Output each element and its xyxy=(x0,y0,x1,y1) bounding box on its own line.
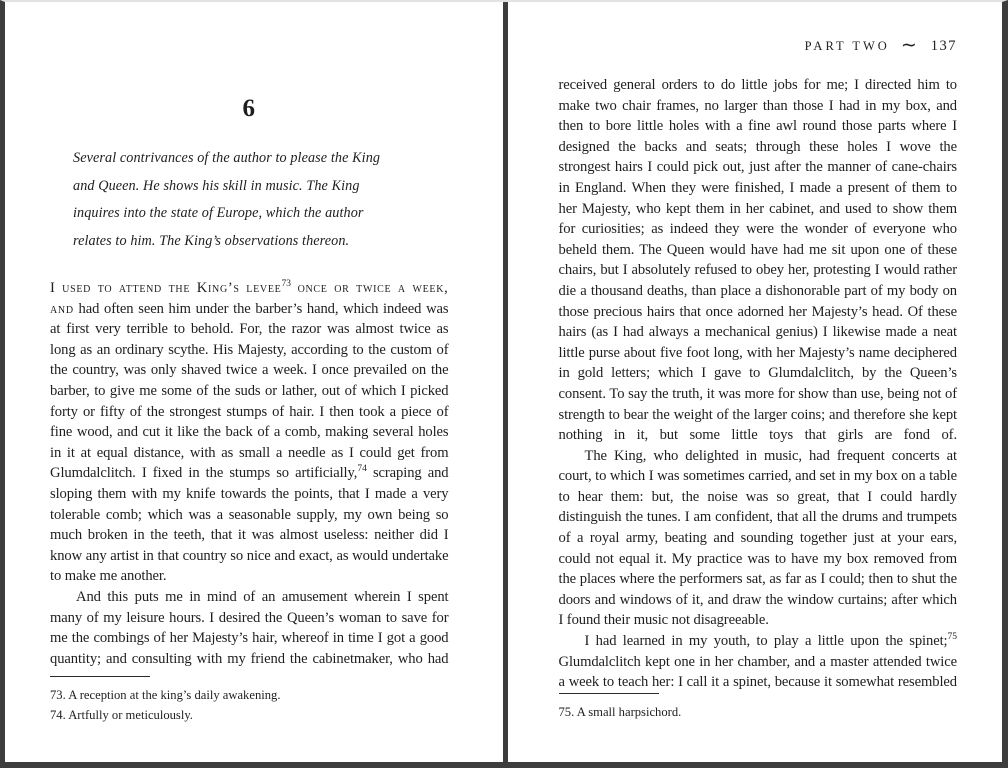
smallcaps-opening-text: I used to attend the King’s levee xyxy=(50,280,282,296)
paragraph-text: I had learned in my youth, to play a little upon the spinet; xyxy=(584,633,948,650)
footnotes-block xyxy=(559,693,958,722)
footnote-ref-75: 75 xyxy=(947,632,957,643)
body-paragraph: received general orders to do little jobs for me; I directed him to make two chair frames, no larger than those I had in my box, and then to bore little holes with a fine awl round those parts where I designed the backs and seats; through these holes I wove the strongest hairs I could pick out, just after the manner of cane-chairs in England. When they were finished, I made a present of them to her Majesty, who kept them in her cabinet, and used to show them for curiosities; as indeed they were the wonder of everyone who beheld them. The Queen would have had me sit upon one of these chairs, but I absolutely refused to obey her, protesting I would rather die a thousand deaths, than place a dishonorable part of my body on those precious hairs that once adorned her Majesty’s head. Of these hairs (as I had always a mechanical genius) I likewise made a neat little purse about five foot long, with her Majesty’s name deciphered in gold letters; which I gave to Glumdalclitch, by the Queen’s consent. To say the truth, it was more for show than use, being not of strength to bear the weight of the larger coins; and therefore she kept nothing in it, but some little toys that girls are fond of. xyxy=(558,77,957,444)
footnote-ref-74: 74 xyxy=(357,464,367,475)
left-page xyxy=(5,2,503,762)
chapter-summary: Several contrivances of the author to please the King and Queen. He shows his skill in music. The King inquires into the state of Europe, which the author relates to him. The King’s observations thereon. xyxy=(73,150,381,249)
paragraph-text: had often seen him under the barber’s hand, which indeed was at first very terrible to behold. For, the razor was almost twice as long as an ordinary scythe. His Majesty, according to the custom of the country, was only shaved twice a week. I once prevailed on the barber, to give me some of the suds or lather, out of which I picked forty or fifty of the strongest stumps of hair. I then took a piece of fine wood, and cut it like the back of a comb, making several holes in it at equal distance, with as small a needle as I could get from Glumdalclitch. I fixed in the stumps so artificially, xyxy=(50,300,449,482)
footnote: 73. A reception at the king’s daily awakening. xyxy=(50,688,281,702)
paragraph-text: Glumdalclitch kept one in her chamber, and a master attended twice a week to teach her: I call it a spinet, because it somewhat resembled xyxy=(558,653,957,691)
footnotes-block xyxy=(50,676,449,725)
tilde-ornament-icon: ∼ xyxy=(900,34,917,56)
running-header xyxy=(805,35,957,57)
paragraph-text: scraping and sloping them with my knife towards the points, that I made a very tolerable comb; which was a seasonable supply, my own being so much broken in the teeth, that it was almost useless: neither did I know any artist in that country so nice and exact, as would undertake to make me another. xyxy=(50,465,449,585)
footnote-ref-73: 73 xyxy=(281,279,291,290)
footnote: 75. A small harpsichord. xyxy=(558,705,682,719)
smallcaps-opening-text: once or twice a week, and xyxy=(50,280,449,317)
right-page xyxy=(508,2,1003,762)
footnote: 74. Artfully or meticulously. xyxy=(50,708,193,722)
body-paragraph xyxy=(559,631,958,693)
chapter-number: 6 xyxy=(242,95,256,122)
footnote-rule xyxy=(50,676,150,677)
body-paragraph xyxy=(50,278,449,587)
page-number: 137 xyxy=(930,37,957,54)
body-paragraph: The King, who delighted in music, had frequent concerts at court, to which I was sometimes carried, and set in my box on a table to hear them: but, the noise was so great, that I could hardly distinguish the tunes. I am confident, that all the drums and trumpets of a royal army, beating and sounding together just at your ears, could not equal it. My practice was to have my box removed from the places where the performers sat, as far as I could; then to shut the doors and windows of it, and draw the window curtains; after which I found their music not disagreeable. xyxy=(558,447,957,629)
footnote-rule xyxy=(559,693,659,694)
section-title: PART TWO xyxy=(804,38,890,53)
body-paragraph: And this puts me in mind of an amusement wherein I spent many of my leisure hours. I desired the Queen’s woman to save for me the combings of her Majesty’s hair, whereof in time I got a good quantity; and consulting with my friend the cabinetmaker, who had xyxy=(50,588,449,667)
